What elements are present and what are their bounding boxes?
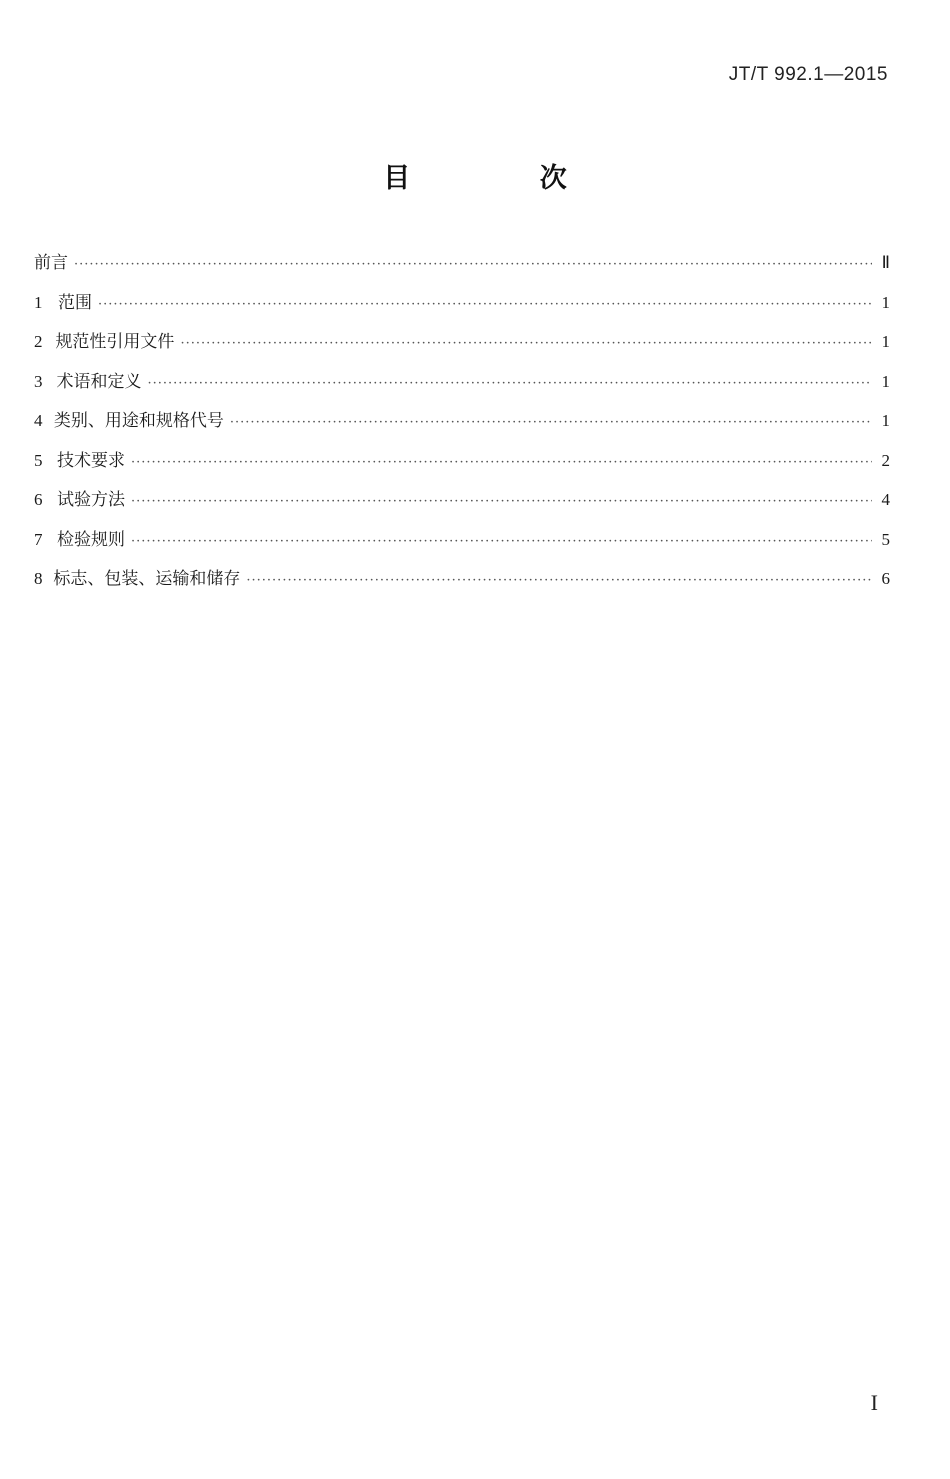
toc-entry-number: 3 — [34, 371, 43, 391]
toc-entry-foreword[interactable] — [34, 248, 890, 288]
toc-entry-label: 技术要求 — [56, 450, 125, 471]
toc-entry-7[interactable] — [34, 525, 890, 565]
toc-entry-3[interactable] — [34, 367, 890, 407]
toc-entry-number: 1 — [34, 292, 43, 312]
toc-leader-dots — [180, 336, 872, 351]
toc-entry-number: 7 — [34, 529, 43, 549]
toc-leader-dots — [230, 415, 872, 430]
toc-entry-number: 8 — [34, 569, 43, 588]
toc-leader-dots — [74, 257, 872, 272]
toc-entry-number: 5 — [34, 450, 43, 470]
toc-entry-6[interactable] — [34, 485, 890, 525]
toc-entry-2[interactable] — [34, 327, 890, 367]
toc-entry-number: 6 — [34, 490, 43, 509]
page-number: I — [870, 1390, 878, 1415]
toc-entry-1[interactable] — [34, 288, 890, 328]
toc-leader-dots — [246, 573, 872, 588]
toc-entry-label: 范围 — [58, 292, 92, 313]
toc-entry-page: 5 — [881, 529, 890, 549]
toc-entry-5[interactable] — [34, 446, 890, 486]
toc-entry-page: 2 — [881, 450, 890, 470]
document-code: JT/T 992.1—2015 — [728, 64, 888, 85]
toc-entry-label: 前言 — [34, 253, 68, 273]
toc-entry-page: 1 — [881, 292, 890, 312]
toc-entry-label: 标志、包装、运输和储存 — [53, 569, 241, 589]
toc-leader-dots — [98, 297, 872, 312]
toc-entry-page: 1 — [881, 371, 890, 391]
toc-leader-dots — [147, 376, 872, 391]
toc-entry-page: 4 — [881, 490, 890, 509]
toc-entry-page: 6 — [881, 569, 890, 588]
toc-entry-page: Ⅱ — [881, 253, 890, 272]
toc-entry-number: 4 — [34, 411, 43, 430]
toc-entry-label: 试验方法 — [56, 490, 125, 510]
toc-entry-page: 1 — [881, 332, 890, 351]
toc-entry-label: 规范性引用文件 — [55, 332, 175, 352]
toc-entry-number: 2 — [34, 332, 43, 351]
page-title: 目 次 — [383, 163, 627, 194]
toc-entry-8[interactable] — [34, 564, 890, 604]
toc-entry-page: 1 — [881, 411, 890, 430]
table-of-contents — [34, 248, 890, 604]
toc-entry-4[interactable] — [34, 406, 890, 446]
toc-entry-label: 类别、用途和规格代号 — [53, 411, 224, 431]
toc-entry-label: 检验规则 — [56, 529, 125, 550]
toc-leader-dots — [131, 534, 872, 549]
toc-entry-label: 术语和定义 — [56, 371, 142, 392]
toc-leader-dots — [131, 494, 872, 509]
toc-leader-dots — [131, 455, 872, 470]
